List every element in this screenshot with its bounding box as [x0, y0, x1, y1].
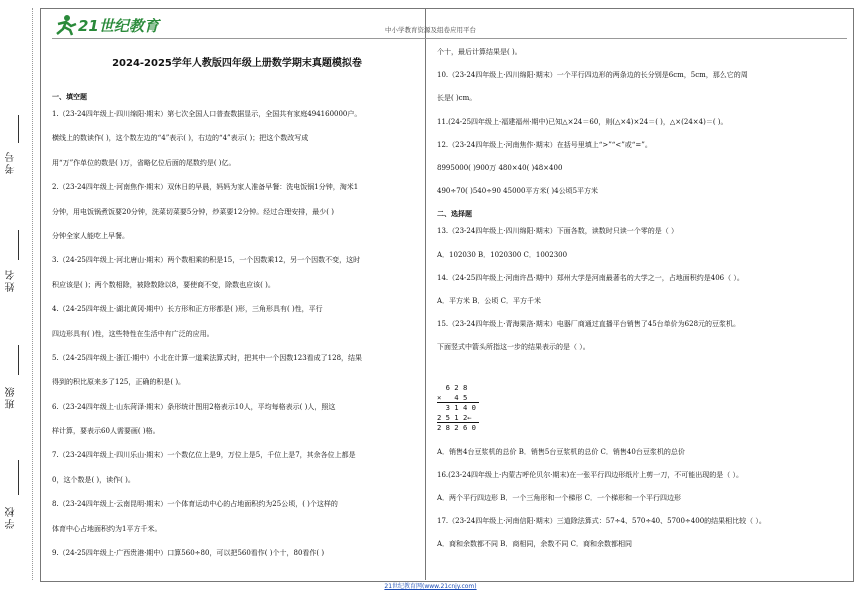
calc-row: 6 2 8: [437, 383, 468, 392]
question-line: 8.（23-24四年级上·云南昆明·期末）一个体育运动中心的占地面积约为25公顷，( )个这样的: [52, 500, 338, 509]
question-line: 12.（23-24四年级上·河南焦作·期末）在括号里填上“>”“<”或“=”。: [437, 140, 652, 149]
question-line: 5.（24-25四年级上·浙江·期中）小北在计算一道乘法算式时，把其中一个因数123看成了128，结果: [52, 353, 363, 362]
question-line: 8995000( )900万 480×40( )48×400: [437, 163, 563, 172]
vertical-multiplication: [437, 383, 479, 433]
question-line: 长是( )cm。: [437, 94, 477, 103]
question-line: 下面竖式中箭头所指这一步的结果表示的是（ ）。: [437, 343, 590, 352]
side-blank-line: [18, 345, 19, 375]
question-line: A．平方米 B．公顷 C．平方千米: [437, 296, 542, 305]
question-line: 14.（24-25四年级上·河南许昌·期中）郑州大学是河南最著名的大学之一，占地面积约是406（ ）。: [437, 273, 744, 282]
question-line: 16.(23-24四年级上·内蒙古呼伦贝尔·期末)在一张平行四边形纸片上剪一刀，不可能出现的是（ ）。: [437, 471, 743, 479]
question-line: 9.（24-25四年级上·广西贵港·期中）口算560÷80，可以把560看作( )个十，80看作( ): [52, 549, 325, 558]
question-line: 分钟全家人能吃上早餐。: [52, 231, 129, 240]
question-line: 490÷70( )540÷90 45000平方米( )4公顷5平方米: [437, 187, 599, 196]
question-line: 7.（23-24四年级上·四川乐山·期末）一个数亿位上是9，万位上是5，千位上是7，其余各位上都是: [52, 451, 356, 460]
question-line: 0，这个数是( )，读作( )。: [52, 475, 135, 484]
question-line: 3.（24-25四年级上·河北唐山·期末）两个数相乘的积是15，一个因数乘12，另一个因数不变，这时: [52, 256, 361, 265]
question-line: 分钟，用电饭锅煮饭要20分钟，洗菜切菜要5分钟，炒菜要12分钟。经过合理安排，最少( ): [52, 207, 334, 216]
right-column: [437, 46, 847, 364]
section-heading: 二、选择题: [437, 210, 472, 219]
question-line: 1.（23-24四年级上·四川绵阳·期末）第七次全国人口普查数据显示，全国共有家庭494160000户。: [52, 110, 362, 118]
question-line: 积应该是( )；两个数相除，被除数除以8，要使商不变，除数也应该( )。: [52, 280, 275, 289]
calc-row: [437, 413, 479, 423]
footer-link[interactable]: 21世纪教育网(www.21cnjy.com): [384, 583, 477, 590]
question-line: 6.（23-24四年级上·山东菏泽·期末）条形统计图用2格表示10人，平均每格表示( )人，照这: [52, 402, 336, 411]
header-rule: [52, 38, 847, 39]
calc-row: 2 8 2 6 0: [437, 423, 476, 432]
page-title: 2024-2025学年人教版四年级上册数学期末真题模拟卷: [112, 58, 362, 69]
section-heading: 一、填空题: [52, 93, 87, 101]
arrow-icon: ←: [467, 412, 472, 422]
question-line: 13.（23-24四年级上·四川绵阳·期末）下面各数，读数时只读一个零的是（ ）: [437, 227, 678, 236]
side-label-name: 姓名: [6, 268, 17, 292]
calc-row: × 4 5: [437, 392, 468, 402]
question-line: 横线上的数读作( )，这个数左边的“4”表示( )，右边的“4”表示( )；把这个数改写成: [52, 134, 309, 143]
side-label-school: 学校: [6, 505, 17, 529]
question-line: A．销售4台豆浆机的总价 B．销售5台豆浆机的总价 C．销售40台豆浆机的总价: [437, 448, 685, 456]
side-label-class: 班级: [6, 385, 17, 409]
question-line: 10.（23-24四年级上·四川绵阳·期末）一个平行四边形的两条边的长分别是6cm，5cm，那么它的周: [437, 71, 748, 80]
question-line: A．两个平行四边形 B．一个三角形和一个梯形 C．一个梯形和一个平行四边形: [437, 494, 682, 502]
question-line: 17.（23-24四年级上·河南信阳·期末）三道除法算式：57÷4、570÷40、5700÷400的结果相比较（ ）。: [437, 517, 766, 525]
left-column: [52, 84, 422, 571]
side-blank-line: [18, 460, 19, 495]
calc-row-arrowed: 2 5 1 2: [437, 412, 468, 422]
question-line: 四边形具有( )性，这些特性在生活中有广泛的应用。: [52, 329, 214, 338]
question-line: 用“万”作单位的数是( )万，省略亿位后面的尾数约是( )亿。: [52, 158, 236, 167]
question-line: A．102030 B．1020300 C．1002300: [437, 250, 568, 259]
side-label-exam-number: 考号: [6, 150, 17, 174]
question-line: A．商和余数都不同 B．商相同，余数不同 C．商和余数都相同: [437, 540, 633, 548]
question-line: 体育中心占地面积约为1平方千米。: [52, 524, 162, 533]
question-line: 个十，最后计算结果是( )。: [437, 48, 522, 56]
right-column-lower: [437, 446, 847, 561]
binding-dotted-line: [32, 8, 33, 580]
question-line: 样计算，要表示60人需要画( )格。: [52, 427, 160, 436]
question-line: 15.（23-24四年级上·青海果洛·期末）电器厂商通过直播平台销售了45台单价为628元的豆浆机。: [437, 320, 741, 329]
question-line: 2.（23-24四年级上·河南焦作·期末）双休日的早晨，妈妈为家人准备早餐：洗电饭锅1分钟，淘米1: [52, 183, 359, 192]
side-blank-line: [18, 230, 19, 260]
header-platform-text: 中小学教育资源及组卷应用平台: [385, 26, 476, 34]
side-blank-line: [18, 115, 19, 143]
question-line: 4.（24-25四年级上·湖北黄冈·期中）长方形和正方形都是( )形，三角形具有( )性，平行: [52, 305, 323, 314]
question-line: 得到的积比原来多了125，正确的积是( )。: [52, 378, 186, 387]
logo-text: 21世纪教育: [78, 16, 159, 35]
question-line: 11.(24-25四年级上·福建福州·期中)已知△×24＝60，则(△×4)×24＝( )，△×(24×4)＝( )。: [437, 117, 728, 126]
calc-row: 3 1 4 0: [437, 403, 476, 412]
column-divider: [425, 8, 426, 580]
